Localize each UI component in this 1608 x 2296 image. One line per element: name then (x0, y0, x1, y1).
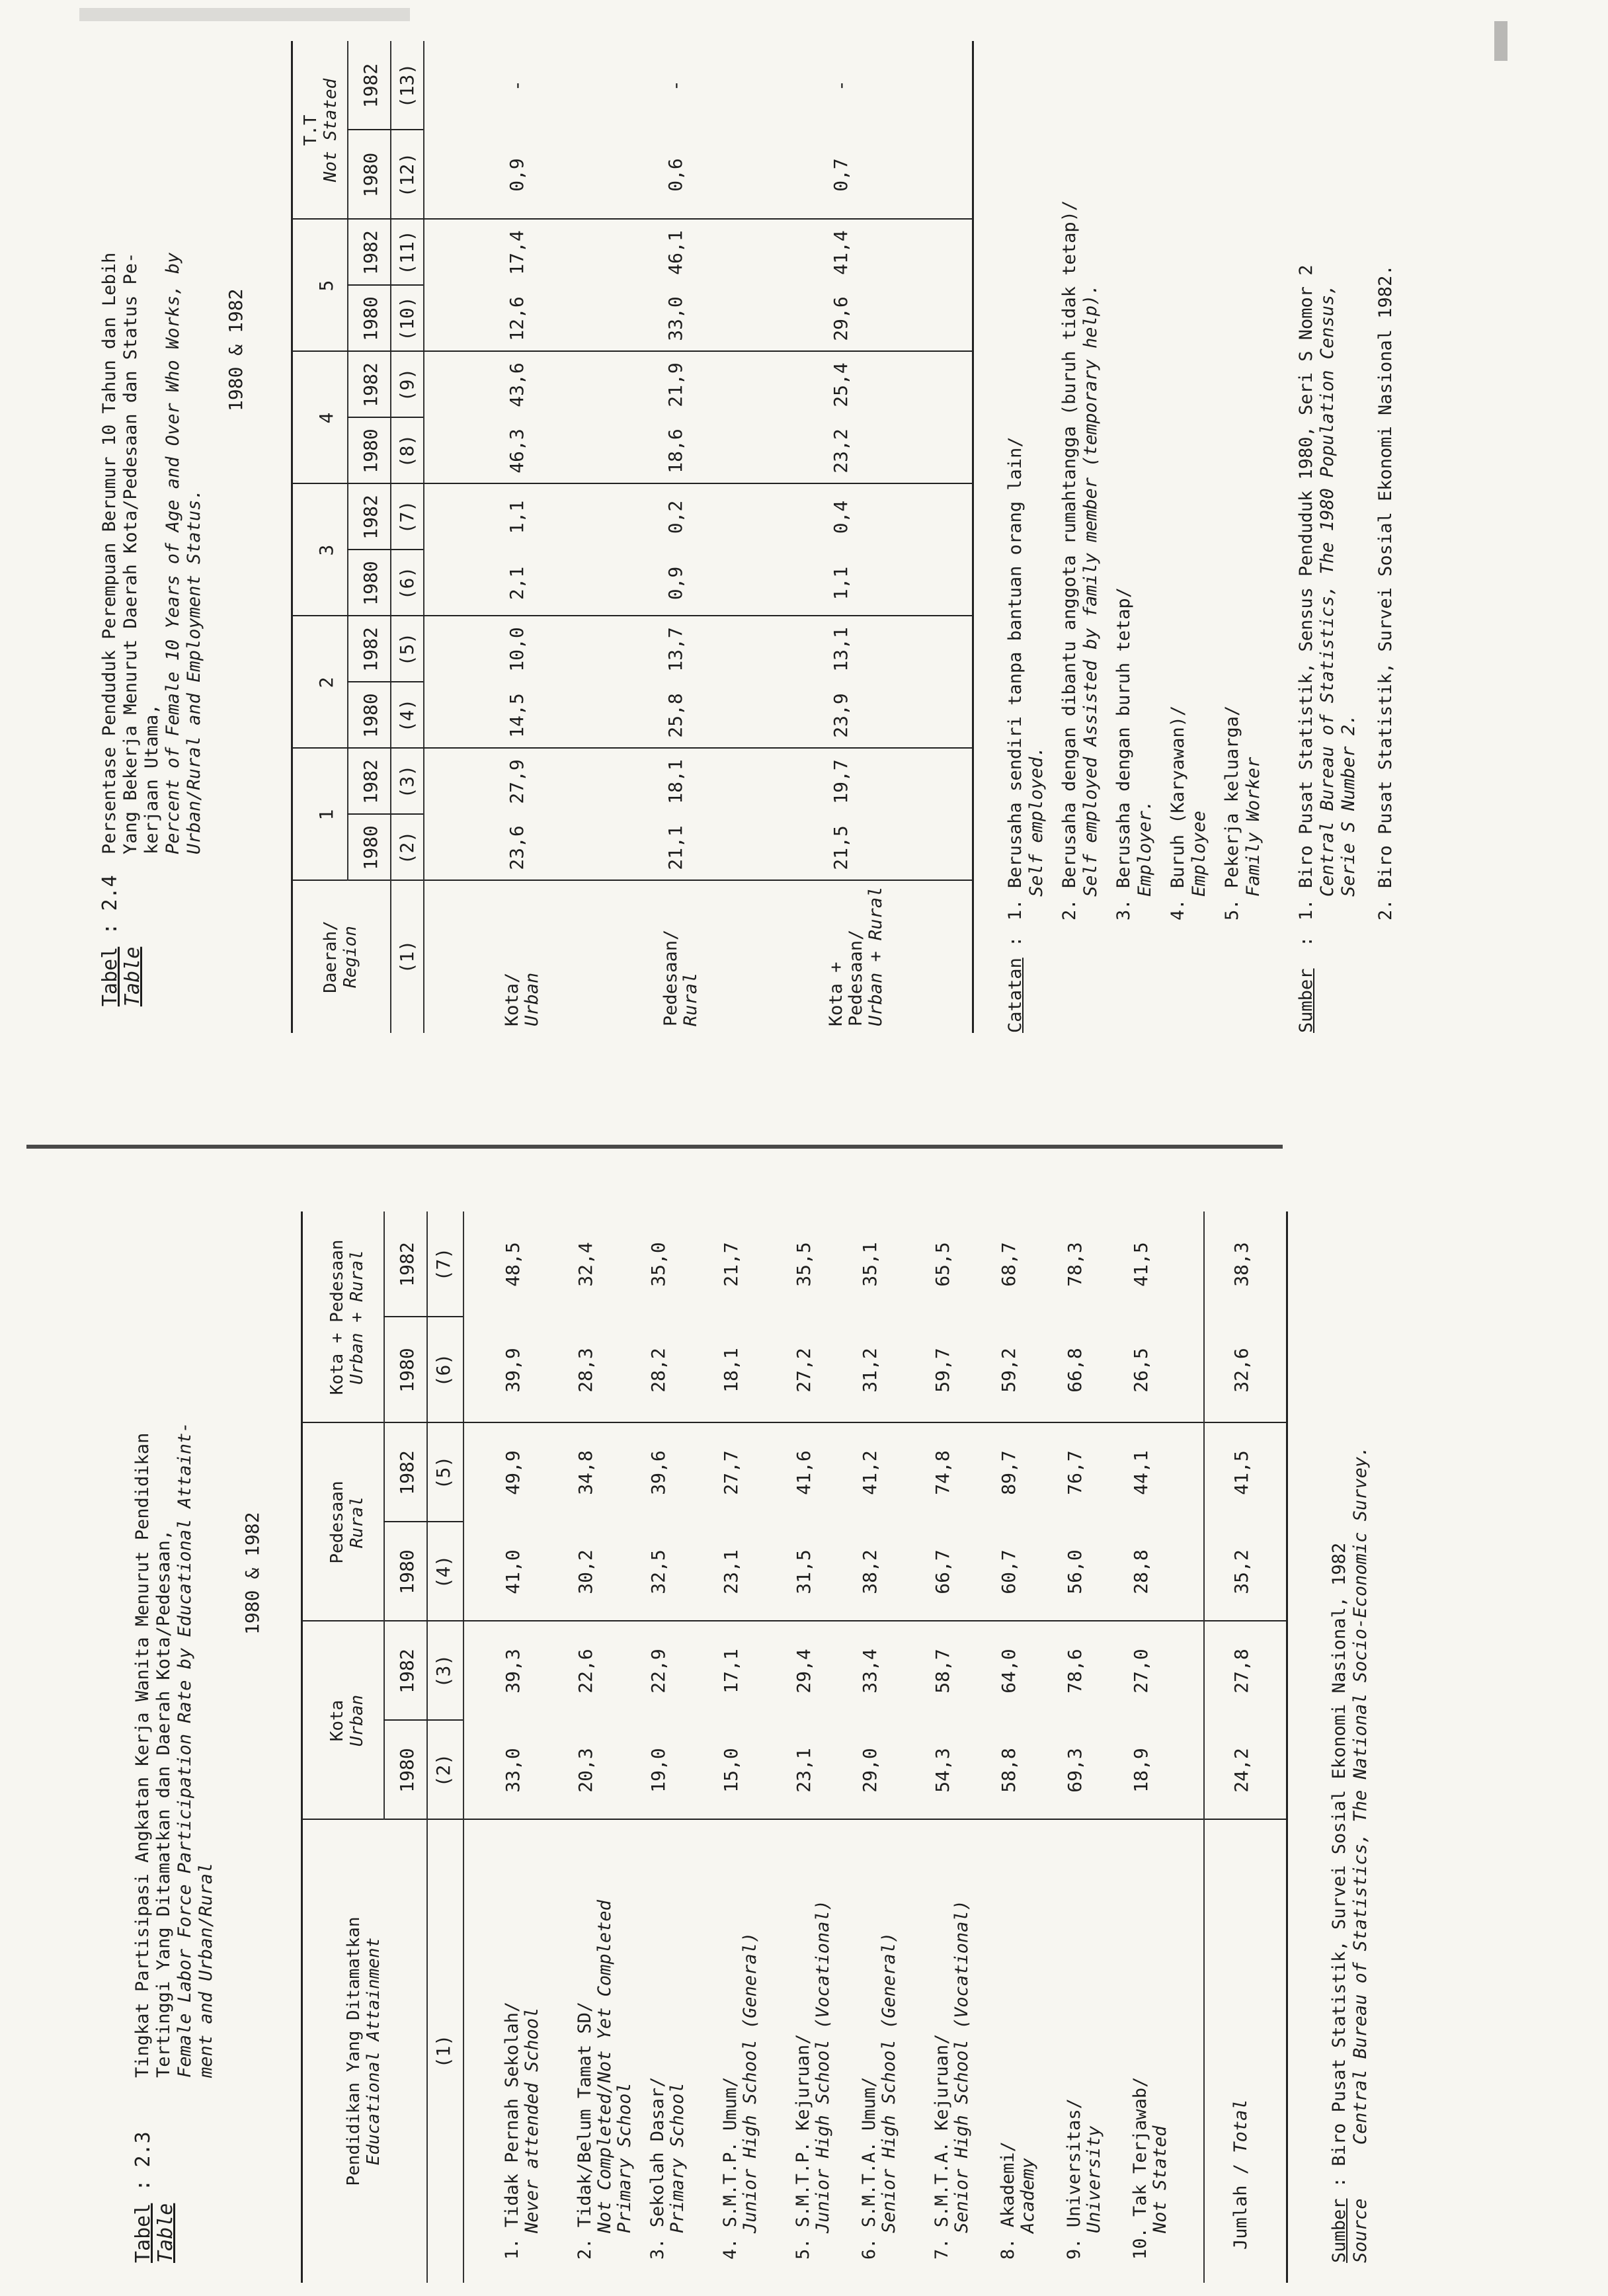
table-cell: 22,9 (647, 1649, 669, 1694)
table-cell: 23,2 (830, 429, 852, 473)
table-cell: 41,0 (502, 1549, 524, 1594)
table-cell: - (506, 80, 528, 91)
row-label: 4. S.M.T.P. Umum/ Junior High School (General) (720, 1932, 760, 2260)
table-cell: 27,0 (1130, 1649, 1152, 1694)
group-total: Kota + Pedesaan Urban + Rural (327, 1239, 367, 1395)
total-rule (1203, 1211, 1205, 2283)
table-cell: 0,7 (830, 158, 852, 192)
header-region: Daerah/ Region (321, 921, 360, 993)
group-rural: Pedesaan Rural (327, 1481, 367, 1564)
group-header-not-stated: T.T Not Stated (301, 78, 341, 183)
table-cell: 69,3 (1064, 1748, 1086, 1793)
table-cell: 21,5 (830, 825, 852, 870)
table-label (99, 861, 144, 1006)
group-year-rule (347, 41, 348, 881)
title-id-line-1: Persentase Penduduk Perempuan Berumur 10 Tahun dan Lebih (99, 252, 120, 854)
table-cell: 0,4 (830, 500, 852, 534)
table-cell: 66,7 (932, 1549, 953, 1594)
table-cell: 18,9 (1130, 1748, 1152, 1793)
group-urban: Kota Urban (327, 1694, 367, 1747)
table-cell: 74,8 (932, 1450, 953, 1495)
table-cell: 46,3 (506, 429, 528, 473)
table-cell: 21,9 (664, 362, 686, 407)
table-cell: 27,7 (720, 1450, 742, 1495)
table-cell: 41,4 (830, 230, 852, 275)
table-title (132, 1218, 217, 2078)
table-cell: 27,9 (506, 759, 528, 804)
table-cell: 31,5 (793, 1549, 815, 1594)
table-2-4-panel (0, 28, 1608, 1112)
total-cell: 24,2 (1230, 1748, 1252, 1793)
table-cell: 64,0 (998, 1649, 1020, 1694)
row-label: 6. S.M.T.A. Umum/ Senior High School (General) (859, 1932, 899, 2260)
colnum-4: (4) (432, 1555, 454, 1589)
colnum-8: (8) (396, 434, 418, 468)
year-1980: 1980 (360, 152, 382, 198)
table-cell: 20,3 (575, 1748, 596, 1793)
table-cell: 29,0 (859, 1748, 881, 1793)
row-label: 7. S.M.T.A. Kejuruan/ Senior High School (Vocational) (932, 1900, 972, 2260)
title-id-line-2: Yang Bekerja Menurut Daerah Kota/Pedesaan dan Status Pe- (120, 252, 141, 854)
table-cell: 23,9 (830, 693, 852, 738)
group-header: 4 (315, 412, 337, 424)
row-label: 3. Sekolah Dasar/ Primary School (647, 2076, 688, 2260)
source-text: : Biro Pusat Statistik, Survei Sosial Ekonomi Nasional, 1982 (1329, 1542, 1349, 2188)
table-label (132, 2117, 177, 2263)
table-cell: 26,5 (1130, 1348, 1152, 1393)
year-urban-1980: 1980 (396, 1748, 418, 1793)
group-divider (291, 615, 972, 616)
table-cell: 59,7 (932, 1348, 953, 1393)
year-1982: 1982 (360, 627, 382, 672)
note-item: 5. Pekerja keluarga/ Family Worker (1222, 705, 1264, 921)
table-cell: 12,6 (506, 296, 528, 341)
year-1980: 1980 (360, 825, 382, 870)
total-cell: 27,8 (1230, 1649, 1252, 1694)
table-cell: - (830, 80, 852, 91)
table-cell: 0,2 (664, 500, 686, 534)
table-cell: 60,7 (998, 1549, 1020, 1594)
table-cell: - (664, 80, 686, 91)
table-cell: 28,3 (575, 1348, 596, 1393)
source-item: 2. Biro Pusat Statistik, Survei Sosial Ekonomi Nasional 1982. (1375, 265, 1396, 921)
table-cell: 29,4 (793, 1649, 815, 1694)
table-cell: 21,7 (720, 1242, 742, 1287)
table-cell: 54,3 (932, 1748, 953, 1793)
table-cell: 25,8 (664, 693, 686, 738)
year-total-1982: 1982 (396, 1242, 418, 1287)
table-cell: 89,7 (998, 1450, 1020, 1495)
note-item: 1. Berusaha sendiri tanpa bantuan orang lain/ Self employed. (1005, 436, 1047, 921)
row-label: 8. Akademi/ Academy (998, 2141, 1038, 2260)
total-cell: 38,3 (1230, 1242, 1252, 1287)
year-1980: 1980 (360, 429, 382, 473)
table-bottom-rule (1286, 1211, 1288, 2283)
total-cell: 35,2 (1230, 1549, 1252, 1594)
colnum-6: (6) (396, 566, 418, 600)
colnum-1: (1) (432, 2034, 454, 2069)
table-cell: 15,0 (720, 1748, 742, 1793)
table-title (99, 34, 205, 854)
row-label: Pedesaan/ Rural (661, 929, 701, 1026)
table-cell: 27,2 (793, 1348, 815, 1393)
title-id-line-2: Tertinggi Yang Ditamatkan dan Daerah Kota/Pedesaan, (153, 1529, 174, 2078)
table-2-3-panel (0, 1159, 1608, 2296)
table-cell: 33,4 (859, 1649, 881, 1694)
colnum-3: (3) (396, 764, 418, 799)
notes-label: Catatan (1005, 958, 1025, 1033)
table-cell: 39,9 (502, 1348, 524, 1393)
table-cell: 56,0 (1064, 1549, 1086, 1594)
group-header: 2 (315, 676, 337, 688)
year-1982: 1982 (360, 759, 382, 804)
table-cell: 46,1 (664, 230, 686, 275)
group-divider (291, 747, 972, 749)
year-total-1980: 1980 (396, 1348, 418, 1393)
table-cell: 58,7 (932, 1649, 953, 1694)
table-cell: 35,5 (793, 1242, 815, 1287)
table-years: 1980 & 1982 (225, 288, 247, 411)
table-cell: 10,0 (506, 627, 528, 672)
table-cell: 1,1 (506, 500, 528, 534)
colnum-12: (12) (396, 152, 418, 198)
table-cell: 65,5 (932, 1242, 953, 1287)
table-cell: 18,1 (664, 759, 686, 804)
table-cell: 41,2 (859, 1450, 881, 1495)
header-body-rule (423, 41, 424, 1033)
table-number: : 2.4 (99, 875, 122, 935)
tabel-word: Tabel (132, 2203, 155, 2263)
table-cell: 0,9 (506, 158, 528, 192)
row-label: 2. Tidak/Belum Tamat SD/ Not Completed/Not Yet Completed Primary School (575, 1900, 635, 2260)
table-cell: 28,2 (647, 1348, 669, 1393)
table-cell: 21,1 (664, 825, 686, 870)
note-item: 2. Berusaha dengan dibantu anggota rumahtangga (buruh tidak tetap)/ Self employed Assisted by family member (temporary help). (1059, 200, 1101, 921)
page-fold-line (26, 1145, 1283, 1149)
tabel-word: Tabel (99, 946, 122, 1006)
colnum-3: (3) (432, 1654, 454, 1688)
group-year-rule (383, 1211, 385, 1820)
header-number-rule (390, 41, 391, 1033)
table-number: : 2.3 (132, 2131, 155, 2192)
source-label: Sumber (1296, 968, 1316, 1033)
table-cell: 2,1 (506, 566, 528, 600)
table-cell: 66,8 (1064, 1348, 1086, 1393)
year-urban-1982: 1982 (396, 1649, 418, 1694)
colnum-11: (11) (396, 230, 418, 275)
group-header: 3 (315, 544, 337, 556)
year-1982: 1982 (360, 230, 382, 275)
header-body-rule (463, 1211, 464, 2283)
colnum-1: (1) (396, 940, 418, 974)
table-cell: 41,5 (1130, 1242, 1152, 1287)
table-word: Table (121, 946, 144, 1006)
row-label: 10. Tak Terjawab/ Not Stated (1130, 2076, 1170, 2260)
row-label: 1. Tidak Pernah Sekolah/ Never attended School (502, 2001, 542, 2260)
row-label: Kota + Pedesaan/ Urban + Rural (826, 886, 886, 1026)
table-cell: 34,8 (575, 1450, 596, 1495)
colnum-7: (7) (396, 500, 418, 534)
table-cell: 0,6 (664, 158, 686, 192)
table-cell: 17,1 (720, 1649, 742, 1694)
source-text-en: Central Bureau of Statistics, The National Socio-Economic Survey. (1350, 1446, 1371, 2145)
table-top-rule (291, 41, 293, 1033)
title-id-line-3: kerjaan Utama, (141, 704, 162, 854)
group-divider (291, 218, 972, 220)
year-1982: 1982 (360, 362, 382, 407)
table-cell: 28,8 (1130, 1549, 1152, 1594)
table-bottom-rule (972, 41, 974, 1033)
group-header: 5 (315, 280, 337, 292)
year-rural-1982: 1982 (396, 1450, 418, 1495)
table-cell: 1,1 (830, 566, 852, 600)
table-cell: 43,6 (506, 362, 528, 407)
table-cell: 25,4 (830, 362, 852, 407)
year-1980: 1980 (360, 561, 382, 606)
title-en-line-2: Urban/Rural and Employment Status. (184, 489, 204, 854)
total-cell: 32,6 (1230, 1348, 1252, 1393)
table-cell: 58,8 (998, 1748, 1020, 1793)
table-cell: 13,7 (664, 627, 686, 672)
table-cell: 39,3 (502, 1649, 524, 1694)
table-cell: 59,2 (998, 1348, 1020, 1393)
year-1980: 1980 (360, 296, 382, 341)
year-1980: 1980 (360, 693, 382, 738)
table-cell: 31,2 (859, 1348, 881, 1393)
table-cell: 76,7 (1064, 1450, 1086, 1495)
table-cell: 18,1 (720, 1348, 742, 1393)
table-cell: 23,1 (720, 1549, 742, 1594)
group-header: 1 (315, 809, 337, 821)
table-cell: 48,5 (502, 1242, 524, 1287)
table-cell: 44,1 (1130, 1450, 1152, 1495)
total-label: Jumlah / Total (1230, 2099, 1251, 2250)
table-cell: 78,6 (1064, 1649, 1086, 1694)
row-label: 5. S.M.T.P. Kejuruan/ Junior High School (Vocational) (793, 1900, 833, 2260)
year-1982: 1982 (360, 495, 382, 540)
header-number-rule (426, 1211, 428, 2283)
table-cell: 29,6 (830, 296, 852, 341)
colnum-4: (4) (396, 698, 418, 733)
colnum-2: (2) (432, 1753, 454, 1787)
table-cell: 32,4 (575, 1242, 596, 1287)
table-cell: 18,6 (664, 429, 686, 473)
table-cell: 35,0 (647, 1242, 669, 1287)
table-cell: 30,2 (575, 1549, 596, 1594)
row-label: Kota/ Urban (502, 972, 542, 1026)
scan-speck (79, 8, 410, 21)
table-cell: 68,7 (998, 1242, 1020, 1287)
table-cell: 22,6 (575, 1649, 596, 1694)
colnum-7: (7) (432, 1247, 454, 1282)
table-cell: 14,5 (506, 693, 528, 738)
table-cell: 35,1 (859, 1242, 881, 1287)
table-cell: 23,6 (506, 825, 528, 870)
table-years: 1980 & 1982 (241, 1512, 263, 1635)
row-label: 9. Universitas/ University (1064, 2098, 1104, 2260)
colnum-5: (5) (396, 632, 418, 667)
table-cell: 33,0 (502, 1748, 524, 1793)
table-word: Table (154, 2203, 177, 2263)
total-cell: 41,5 (1230, 1450, 1252, 1495)
colnum-10: (10) (396, 296, 418, 341)
colnum-6: (6) (432, 1353, 454, 1387)
table-cell: 41,6 (793, 1450, 815, 1495)
table-cell: 17,4 (506, 230, 528, 275)
title-en-line-2: ment and Urban/Rural (196, 1862, 216, 2078)
table-cell: 13,1 (830, 627, 852, 672)
table-cell: 33,0 (664, 296, 686, 341)
colnum-5: (5) (432, 1456, 454, 1490)
year-rural-1980: 1980 (396, 1549, 418, 1594)
source-item: 1. Biro Pusat Statistik, Sensus Penduduk 1980, Seri S Nomor 2 Central Bureau of Statistics, The 1980 Population Census, Serie S Number 2. (1296, 265, 1359, 921)
table-cell: 0,9 (664, 566, 686, 600)
header-education: Pendidikan Yang Ditamatkan Educational Attainment (344, 1916, 383, 2186)
year-1982: 1982 (360, 63, 382, 108)
table-cell: 39,6 (647, 1450, 669, 1495)
group-divider (291, 350, 972, 352)
source-label-en: Source (1350, 2198, 1371, 2263)
table-cell: 32,5 (647, 1549, 669, 1594)
table-cell: 23,1 (793, 1748, 815, 1793)
source-block (1329, 1446, 1371, 2263)
table-cell: 38,2 (859, 1549, 881, 1594)
notes-colon: : (1005, 936, 1025, 947)
colnum-9: (9) (396, 368, 418, 402)
note-item: 4. Buruh (Karyawan)/ Employee (1168, 705, 1209, 921)
table-top-rule (301, 1211, 303, 2283)
source-label: Sumber (1329, 2198, 1349, 2263)
title-id-line-1: Tingkat Partisipasi Angkatan Kerja Wanita Menurut Pendidikan (132, 1432, 153, 2078)
table-cell: 19,7 (830, 759, 852, 804)
note-item: 3. Berusaha dengan buruh tetap/ Employer. (1113, 587, 1155, 921)
colnum-13: (13) (396, 63, 418, 108)
table-cell: 19,0 (647, 1748, 669, 1793)
colnum-2: (2) (396, 831, 418, 865)
table-cell: 78,3 (1064, 1242, 1086, 1287)
title-en-line-1: Female Labor Force Participation Rate by Educational Attaint- (175, 1422, 195, 2078)
title-en-line-1: Percent of Female 10 Years of Age and Over Who Works, by (163, 252, 183, 854)
group-divider (291, 483, 972, 484)
source-colon: : (1296, 936, 1316, 947)
table-cell: 49,9 (502, 1450, 524, 1495)
